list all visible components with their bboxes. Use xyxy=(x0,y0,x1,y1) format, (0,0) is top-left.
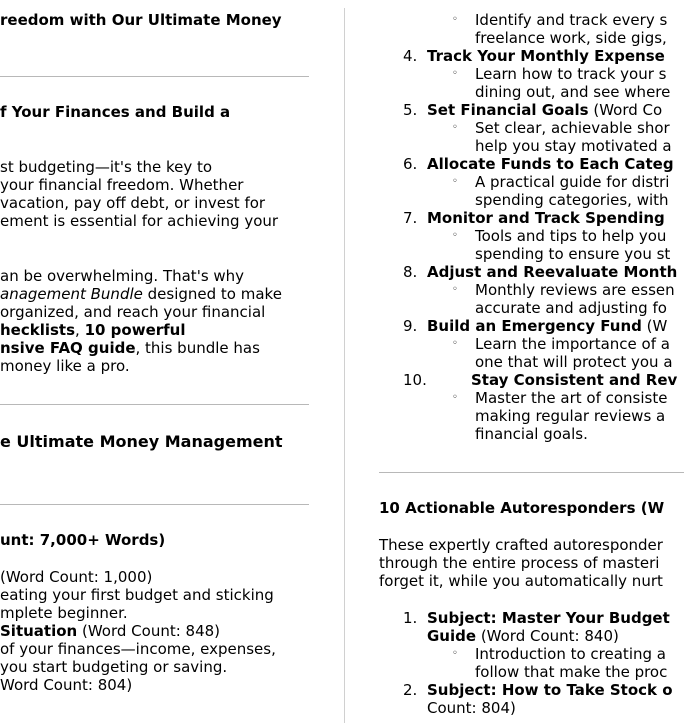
wordcount-heading: unt: 7,000+ Words) xyxy=(0,531,166,549)
text: (Word Count: 840) xyxy=(476,627,619,645)
text-line xyxy=(0,321,186,339)
column-divider xyxy=(344,8,345,723)
text-line: your financial freedom. Whether xyxy=(0,176,244,194)
circle-bullet-icon: ◦ xyxy=(452,230,458,241)
text-line: ement is essential for achieving your xyxy=(0,212,279,230)
separator xyxy=(0,504,309,505)
italic-text: anagement Bundle xyxy=(0,285,143,303)
text-line: an be overwhelming. That's why xyxy=(0,267,245,285)
text-line: one that will protect you a xyxy=(475,353,673,371)
list-item-title: Subject: How to Take Stock o xyxy=(427,681,673,699)
text-line xyxy=(0,339,260,357)
list-item-title: Subject: Master Your Budget xyxy=(427,609,670,627)
page-title: reedom with Our Ultimate Money xyxy=(0,11,282,29)
text-line: A practical guide for distri xyxy=(475,173,670,191)
text-line: Tools and tips to help you xyxy=(475,227,667,245)
list-number: 4. xyxy=(403,47,418,65)
text-line: accurate and adjusting fo xyxy=(475,299,667,317)
text-line: Count: 804) xyxy=(427,699,516,717)
list-number: 5. xyxy=(403,101,418,119)
text-line: you start budgeting or saving. xyxy=(0,658,228,676)
list-item-title: Allocate Funds to Each Categ xyxy=(427,155,674,173)
bold-text: Situation xyxy=(0,622,78,640)
text-line: forget it, while you automatically nurt xyxy=(379,572,663,590)
circle-bullet-icon: ◦ xyxy=(452,176,458,187)
text: , this bundle has xyxy=(135,339,260,357)
text: , xyxy=(75,321,85,339)
text-line: follow that make the proc xyxy=(475,663,668,681)
list-number: 8. xyxy=(403,263,418,281)
text-line: dining out, and see where xyxy=(475,83,671,101)
text-line: organized, and reach your financial xyxy=(0,303,266,321)
circle-bullet-icon: ◦ xyxy=(452,122,458,133)
text: designed to make xyxy=(142,285,282,303)
text-line: Monthly reviews are essen xyxy=(475,281,675,299)
left-column xyxy=(0,0,309,728)
bold-text: Set Financial Goals xyxy=(427,101,589,119)
text-line: mplete beginner. xyxy=(0,604,128,622)
text-line: Learn the importance of a xyxy=(475,335,670,353)
text: (Word Count: 848) xyxy=(77,622,221,640)
bold-text: hecklists xyxy=(0,321,76,339)
text-line: (Word Count: 1,000) xyxy=(0,568,153,586)
circle-bullet-icon: ◦ xyxy=(452,392,458,403)
text-line: Learn how to track your s xyxy=(475,65,667,83)
list-number: 1. xyxy=(403,609,418,627)
list-number: 10. xyxy=(403,371,427,389)
text-line: Identify and track every s xyxy=(475,11,668,29)
separator xyxy=(0,76,309,77)
text-line: through the entire process of masteri xyxy=(379,554,660,572)
circle-bullet-icon: ◦ xyxy=(452,68,458,79)
list-item-title: Stay Consistent and Rev xyxy=(471,371,678,389)
text-line: Set clear, achievable shor xyxy=(475,119,670,137)
bold-text: 10 powerful xyxy=(84,321,186,339)
text-line: making regular reviews a xyxy=(475,407,666,425)
section-heading: f Your Finances and Build a xyxy=(0,103,231,121)
text-line: Introduction to creating a xyxy=(475,645,666,663)
text-line: Master the art of consiste xyxy=(475,389,668,407)
list-number: 6. xyxy=(403,155,418,173)
bold-text: Guide xyxy=(427,627,477,645)
text-line: of your finances—income, expenses, xyxy=(0,640,276,658)
text-line xyxy=(0,285,282,303)
text-line: freelance work, side gigs, xyxy=(475,29,667,47)
circle-bullet-icon: ◦ xyxy=(452,338,458,349)
list-item-title: Monitor and Track Spending xyxy=(427,209,665,227)
circle-bullet-icon: ◦ xyxy=(452,648,458,659)
list-item-title xyxy=(427,317,667,335)
text-line: eating your first budget and sticking xyxy=(0,586,274,604)
list-item-title: Track Your Monthly Expense xyxy=(427,47,665,65)
bold-text: nsive FAQ guide xyxy=(0,339,136,357)
list-item-title xyxy=(427,627,619,645)
separator xyxy=(0,404,309,405)
text-line: financial goals. xyxy=(475,425,588,443)
list-number: 7. xyxy=(403,209,418,227)
list-item-title: Adjust and Reevaluate Month xyxy=(427,263,678,281)
text-line: vacation, pay off debt, or invest for xyxy=(0,194,266,212)
section-heading: e Ultimate Money Management xyxy=(0,432,283,451)
text-line: Word Count: 804) xyxy=(0,676,133,694)
text-line: money like a pro. xyxy=(0,357,130,375)
right-column xyxy=(375,0,684,728)
text-line xyxy=(0,622,220,640)
text-line: spending to ensure you st xyxy=(475,245,671,263)
text-line: help you stay motivated a xyxy=(475,137,672,155)
text-line: spending categories, with xyxy=(475,191,669,209)
text: (Word Co xyxy=(588,101,663,119)
section-heading: 10 Actionable Autoresponders (W xyxy=(379,499,665,517)
list-item-title xyxy=(427,101,662,119)
text-line: These expertly crafted autoresponder xyxy=(379,536,663,554)
list-number: 2. xyxy=(403,681,418,699)
list-number: 9. xyxy=(403,317,418,335)
text-line: st budgeting—it's the key to xyxy=(0,158,213,176)
separator xyxy=(379,472,684,473)
circle-bullet-icon: ◦ xyxy=(452,284,458,295)
circle-bullet-icon: ◦ xyxy=(452,14,458,25)
text: (W xyxy=(641,317,668,335)
bold-text: Build an Emergency Fund xyxy=(427,317,642,335)
